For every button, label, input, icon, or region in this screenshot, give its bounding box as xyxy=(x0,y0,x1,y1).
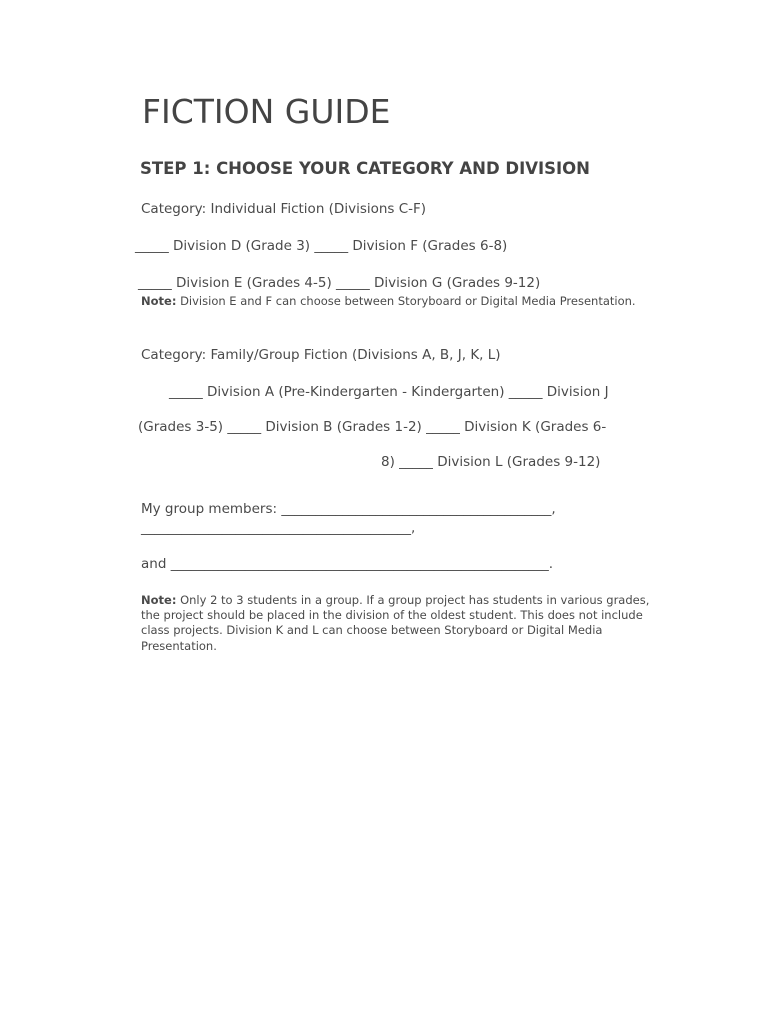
group-note-text: Only 2 to 3 students in a group. If a group project has students in various grades, the project should be placed in the division of the oldest student. This does not include class projects. Division K and L can choose between Storyboard or Digital Media Presentation. xyxy=(141,593,650,653)
group-members-line-2: ________________________________________, xyxy=(141,520,416,536)
division-row-b-k: (Grades 3-5) _____ Division B (Grades 1-2) _____ Division K (Grades 6- xyxy=(138,419,607,435)
division-row-a-j: _____ Division A (Pre-Kindergarten - Kindergarten) _____ Division J xyxy=(169,384,609,400)
individual-note xyxy=(141,294,636,308)
group-members-line-3: and ________________________________________________________. xyxy=(141,556,553,572)
group-note-label: Note: xyxy=(141,593,177,607)
division-row-e-g: _____ Division E (Grades 4-5) _____ Division G (Grades 9-12) xyxy=(138,275,541,291)
division-row-d-f: _____ Division D (Grade 3) _____ Division F (Grades 6-8) xyxy=(135,238,508,254)
group-note xyxy=(141,593,661,654)
category-family: Category: Family/Group Fiction (Divisions A, B, J, K, L) xyxy=(141,347,501,363)
note-label: Note: xyxy=(141,294,177,308)
division-row-l: 8) _____ Division L (Grades 9-12) xyxy=(381,454,601,470)
group-members-line-1: My group members: ________________________________________, xyxy=(141,501,556,517)
note-text: Division E and F can choose between Storyboard or Digital Media Presentation. xyxy=(176,294,636,308)
page-title: FICTION GUIDE xyxy=(142,92,391,131)
category-individual: Category: Individual Fiction (Divisions C-F) xyxy=(141,201,427,217)
step-heading: STEP 1: CHOOSE YOUR CATEGORY AND DIVISION xyxy=(140,159,590,178)
